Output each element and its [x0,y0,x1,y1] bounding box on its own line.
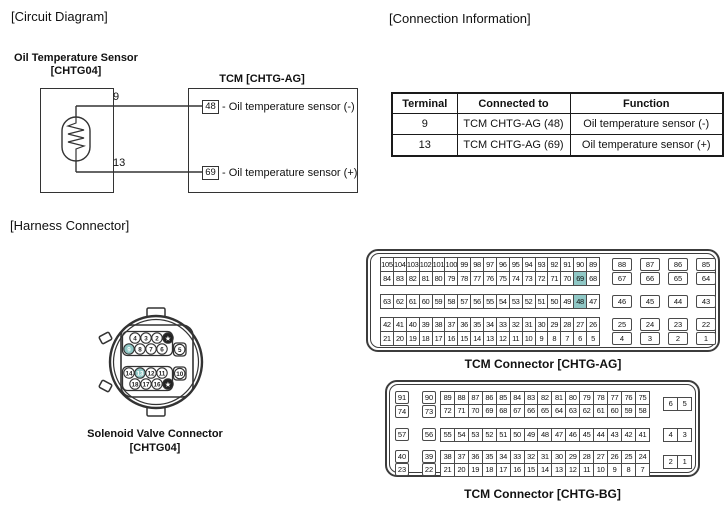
pin-cell-43: 43 [608,428,622,441]
pin-cell-51: 51 [496,428,510,441]
pin-cell-53: 53 [468,428,482,441]
pin-cell-42: 42 [621,428,635,441]
pin-cell-34: 34 [496,450,510,463]
pin-cell-71: 71 [454,405,468,418]
pin-cell-16: 16 [445,332,458,346]
pin-cell-78: 78 [458,272,471,286]
pin-cell-56: 56 [471,295,484,309]
pin-cell-24: 24 [635,450,649,463]
connection-table-row [392,114,723,135]
pin-grid [663,397,692,411]
pin-cell-105: 105 [381,258,394,272]
pin-cell-17: 17 [432,332,445,346]
svg-text:3: 3 [144,335,148,343]
pin-cell-39: 39 [419,318,432,332]
solenoid-pin-12 [146,368,156,378]
pin-cell-63: 63 [381,295,394,309]
pin-cell-83: 83 [524,392,538,405]
pin-cell-57: 57 [458,295,471,309]
pin-cell-44: 44 [668,295,688,308]
pin-cell-55: 55 [441,428,455,441]
pin-cell-87: 87 [468,392,482,405]
pin-cell-84: 84 [510,392,524,405]
pin-cell-14: 14 [471,332,484,346]
pin-cell-15: 15 [524,463,538,476]
tcm-ag-caption: TCM Connector [CHTG-AG] [464,357,622,371]
solenoid-pin-8 [135,344,145,354]
pin-cell-81: 81 [419,272,432,286]
pin-cell-32: 32 [509,318,522,332]
connection-table-header-row [392,93,723,114]
pin-cell-12: 12 [496,332,509,346]
pin-cell-60: 60 [419,295,432,309]
pin-cell-86: 86 [668,258,688,271]
solenoid-pin-17 [141,379,151,389]
wire-terminal-13-label: 13 [113,157,126,169]
solenoid-pin-18 [130,379,140,389]
pin-cell-93: 93 [535,258,548,272]
pin-cell-4: 4 [664,428,678,441]
pin-cell-50: 50 [510,428,524,441]
pin-cell-19: 19 [468,463,482,476]
tcm-pin-48-box: 48 [202,100,219,114]
pin-cell-10: 10 [594,463,608,476]
pin-cell-90: 90 [574,258,587,272]
pin-cell-37: 37 [445,318,458,332]
pin-cell-72: 72 [441,405,455,418]
pin-cell-91: 91 [395,391,409,404]
solenoid-connector-diagram [98,304,214,420]
svg-text:16: 16 [153,381,161,389]
pin-cell-89: 89 [441,392,455,405]
pin-cell-35: 35 [482,450,496,463]
pin-cell-61: 61 [594,405,608,418]
pin-cell-65: 65 [668,272,688,285]
tcm-ag-connector [366,249,720,352]
pin-cell-76: 76 [484,272,497,286]
connection-information-section-title: [Connection Information] [389,11,531,26]
pin-cell-58: 58 [445,295,458,309]
pin-cell-37: 37 [454,450,468,463]
pin-cell-87: 87 [640,258,660,271]
pin-cell-38: 38 [441,450,455,463]
pin-cell-25: 25 [612,318,632,331]
pin-grid [663,455,692,469]
pin-cell-104: 104 [393,258,406,272]
pin-cell-77: 77 [608,392,622,405]
pin-cell-13: 13 [552,463,566,476]
pin-cell-51: 51 [535,295,548,309]
pin-grid [380,257,600,286]
pin-cell-80: 80 [566,392,580,405]
connector-left-upper-tab [99,332,112,344]
sensor-name: Oil Temperature Sensor [14,52,138,64]
pin-cell-63: 63 [566,405,580,418]
pin-cell-85: 85 [496,392,510,405]
pin-cell-41: 41 [393,318,406,332]
pin-cell-69: 69 [482,405,496,418]
svg-text:7: 7 [149,346,153,354]
solenoid-pin-14 [124,368,134,378]
svg-text:5: 5 [177,346,182,354]
pin-cell-70: 70 [561,272,574,286]
pin-cell-59: 59 [432,295,445,309]
pin-cell-4: 4 [612,332,632,345]
pin-cell-96: 96 [496,258,509,272]
pin-cell-33: 33 [510,450,524,463]
pin-cell-88: 88 [454,392,468,405]
pin-cell-55: 55 [484,295,497,309]
pin-grid [380,294,600,309]
pin-cell-54: 54 [454,428,468,441]
pin-cell-81: 81 [552,392,566,405]
solenoid-pin-11 [157,368,167,378]
pin-cell-28: 28 [561,318,574,332]
pin-cell-82: 82 [538,392,552,405]
pin-cell-49: 49 [524,428,538,441]
svg-text:18: 18 [131,381,139,389]
pin-cell-29: 29 [566,450,580,463]
pin-cell-83: 83 [393,272,406,286]
solenoid-pin-13 [135,368,145,378]
svg-text:14: 14 [125,370,133,378]
tcm-pin-69-function: - Oil temperature sensor (+) [222,167,358,179]
pin-cell-74: 74 [395,405,409,418]
pin-cell-8: 8 [548,332,561,346]
wire-terminal-9-label: 9 [113,91,120,103]
pin-cell-48: 48 [574,295,587,309]
pin-cell-62: 62 [393,295,406,309]
pin-cell-8: 8 [621,463,635,476]
connector-left-lower-tab [99,380,112,392]
pin-cell-38: 38 [432,318,445,332]
pin-cell-7: 7 [635,463,649,476]
pin-cell-71: 71 [548,272,561,286]
pin-cell-79: 79 [445,272,458,286]
pin-cell-64: 64 [696,272,716,285]
svg-text:★: ★ [165,382,171,389]
solenoid-pin-5 [175,344,185,354]
pin-cell-43: 43 [696,295,716,308]
pin-cell-11: 11 [580,463,594,476]
pin-cell-80: 80 [432,272,445,286]
pin-cell-66: 66 [640,272,660,285]
connection-table-cell: TCM CHTG-AG (48) [457,114,570,135]
pin-cell-9: 9 [608,463,622,476]
connection-table-cell: 13 [392,135,457,157]
pin-cell-47: 47 [587,295,600,309]
pin-cell-20: 20 [454,463,468,476]
svg-text:9: 9 [127,346,131,354]
solenoid-caption [55,428,255,455]
pin-cell-98: 98 [471,258,484,272]
pin-cell-5: 5 [587,332,600,346]
pin-cell-31: 31 [522,318,535,332]
pin-cell-22: 22 [422,463,436,476]
solenoid-pin-6 [157,344,167,354]
pin-cell-20: 20 [393,332,406,346]
pin-cell-70: 70 [468,405,482,418]
tcm-bg-connector [385,380,700,477]
pin-cell-18: 18 [419,332,432,346]
solenoid-caption-name: Solenoid Valve Connector [87,428,223,440]
pin-cell-52: 52 [482,428,496,441]
svg-text:6: 6 [160,346,164,354]
pin-cell-78: 78 [594,392,608,405]
pin-cell-59: 59 [621,405,635,418]
svg-text:17: 17 [142,381,150,389]
connection-table-cell: Oil temperature sensor (-) [570,114,723,135]
pin-cell-26: 26 [608,450,622,463]
pin-cell-17: 17 [496,463,510,476]
solenoid-pin-3 [141,333,151,343]
pin-cell-97: 97 [484,258,497,272]
pin-cell-90: 90 [422,391,436,404]
pin-grid [440,391,650,418]
pin-cell-50: 50 [548,295,561,309]
pin-cell-75: 75 [496,272,509,286]
pin-cell-48: 48 [538,428,552,441]
pin-cell-95: 95 [509,258,522,272]
solenoid-pin-16 [152,379,162,389]
pin-grid [380,317,600,346]
tcm-label: TCM [CHTG-AG] [219,73,305,85]
harness-connector-section-title: [Harness Connector] [10,218,130,233]
tcm-bg-caption: TCM Connector [CHTG-BG] [464,487,621,501]
pin-cell-45: 45 [580,428,594,441]
solenoid-blocked-pin [163,333,173,343]
pin-cell-10: 10 [522,332,535,346]
pin-cell-99: 99 [458,258,471,272]
pin-cell-61: 61 [406,295,419,309]
pin-cell-14: 14 [538,463,552,476]
pin-cell-73: 73 [522,272,535,286]
solenoid-pin-2 [152,333,162,343]
pin-cell-22: 22 [696,318,716,331]
pin-cell-84: 84 [381,272,394,286]
pin-cell-40: 40 [395,450,409,463]
svg-text:4: 4 [133,335,137,343]
connection-table-row [392,135,723,157]
pin-cell-88: 88 [612,258,632,271]
pin-grid [440,450,650,477]
pin-cell-86: 86 [482,392,496,405]
pin-cell-76: 76 [621,392,635,405]
pin-cell-89: 89 [587,258,600,272]
pin-cell-26: 26 [587,318,600,332]
pin-cell-25: 25 [621,450,635,463]
pin-cell-64: 64 [552,405,566,418]
svg-text:2: 2 [155,335,159,343]
pin-cell-60: 60 [608,405,622,418]
svg-text:13: 13 [136,370,144,378]
sensor-wires [76,106,202,172]
pin-cell-52: 52 [522,295,535,309]
pin-cell-1: 1 [678,456,692,469]
pin-cell-40: 40 [406,318,419,332]
solenoid-caption-code: [CHTG04] [129,441,181,454]
pin-cell-1: 1 [696,332,716,345]
pin-cell-24: 24 [640,318,660,331]
pin-cell-102: 102 [419,258,432,272]
pin-cell-3: 3 [640,332,660,345]
pin-cell-21: 21 [441,463,455,476]
pin-cell-42: 42 [381,318,394,332]
pin-cell-28: 28 [580,450,594,463]
pin-cell-16: 16 [510,463,524,476]
pin-cell-30: 30 [552,450,566,463]
pin-cell-29: 29 [548,318,561,332]
pin-cell-32: 32 [524,450,538,463]
pin-cell-91: 91 [561,258,574,272]
pin-cell-82: 82 [406,272,419,286]
pin-cell-79: 79 [580,392,594,405]
connection-table-cell: Oil temperature sensor (+) [570,135,723,157]
connection-table-cell: TCM CHTG-AG (69) [457,135,570,157]
solenoid-pin-7 [146,344,156,354]
pin-cell-57: 57 [395,428,409,441]
connection-table-col-function: Function [570,93,723,114]
pin-cell-56: 56 [422,428,436,441]
connection-table-col-terminal: Terminal [392,93,457,114]
tcm-pin-69-box: 69 [202,166,219,180]
solenoid-blocked-pin [163,379,173,389]
pin-cell-19: 19 [406,332,419,346]
pin-cell-77: 77 [471,272,484,286]
pin-cell-47: 47 [552,428,566,441]
pin-cell-35: 35 [471,318,484,332]
pin-cell-13: 13 [484,332,497,346]
svg-text:8: 8 [138,346,142,354]
pin-cell-73: 73 [422,405,436,418]
pin-cell-53: 53 [509,295,522,309]
pin-cell-62: 62 [580,405,594,418]
pin-cell-12: 12 [566,463,580,476]
pin-cell-103: 103 [406,258,419,272]
pin-cell-2: 2 [664,456,678,469]
pin-cell-41: 41 [635,428,649,441]
sensor-code: [CHTG04] [50,65,102,77]
pin-cell-39: 39 [422,450,436,463]
pin-cell-92: 92 [548,258,561,272]
pin-cell-27: 27 [594,450,608,463]
pin-cell-67: 67 [612,272,632,285]
pin-cell-36: 36 [468,450,482,463]
pin-cell-18: 18 [482,463,496,476]
pin-cell-65: 65 [538,405,552,418]
svg-text:10: 10 [176,370,184,378]
pin-cell-5: 5 [678,398,692,411]
svg-text:★: ★ [165,336,171,343]
pin-cell-75: 75 [635,392,649,405]
pin-cell-7: 7 [561,332,574,346]
pin-cell-58: 58 [635,405,649,418]
pin-cell-2: 2 [668,332,688,345]
tcm-pin-48-function: - Oil temperature sensor (-) [222,101,355,113]
pin-cell-3: 3 [678,428,692,441]
circuit-diagram-section-title: [Circuit Diagram] [11,9,108,24]
svg-text:12: 12 [147,370,155,378]
pin-cell-23: 23 [668,318,688,331]
connection-table-cell: 9 [392,114,457,135]
pin-cell-101: 101 [432,258,445,272]
pin-cell-45: 45 [640,295,660,308]
pin-cell-36: 36 [458,318,471,332]
pin-cell-11: 11 [509,332,522,346]
solenoid-pin-9 [124,344,134,354]
svg-text:11: 11 [158,370,166,378]
pin-cell-46: 46 [566,428,580,441]
pin-cell-30: 30 [535,318,548,332]
pin-cell-100: 100 [445,258,458,272]
pin-cell-72: 72 [535,272,548,286]
pin-cell-54: 54 [496,295,509,309]
solenoid-pin-4 [130,333,140,343]
pin-cell-74: 74 [509,272,522,286]
pin-grid [440,428,650,442]
pin-cell-21: 21 [381,332,394,346]
pin-cell-9: 9 [535,332,548,346]
pin-cell-46: 46 [612,295,632,308]
pin-cell-66: 66 [524,405,538,418]
pin-cell-31: 31 [538,450,552,463]
pin-cell-34: 34 [484,318,497,332]
pin-cell-15: 15 [458,332,471,346]
pin-cell-27: 27 [574,318,587,332]
pin-cell-6: 6 [664,398,678,411]
pin-cell-67: 67 [510,405,524,418]
pin-cell-94: 94 [522,258,535,272]
pin-cell-68: 68 [496,405,510,418]
pin-cell-33: 33 [496,318,509,332]
connection-table-col-connected-to: Connected to [457,93,570,114]
pin-cell-49: 49 [561,295,574,309]
pin-cell-69: 69 [574,272,587,286]
circuit-wires-drawing [0,60,370,200]
pin-cell-6: 6 [574,332,587,346]
connection-table [391,92,724,157]
pin-cell-85: 85 [696,258,716,271]
pin-cell-44: 44 [594,428,608,441]
pin-cell-23: 23 [395,463,409,476]
solenoid-pin-10 [175,368,185,378]
pin-grid [663,428,692,442]
pin-cell-68: 68 [587,272,600,286]
